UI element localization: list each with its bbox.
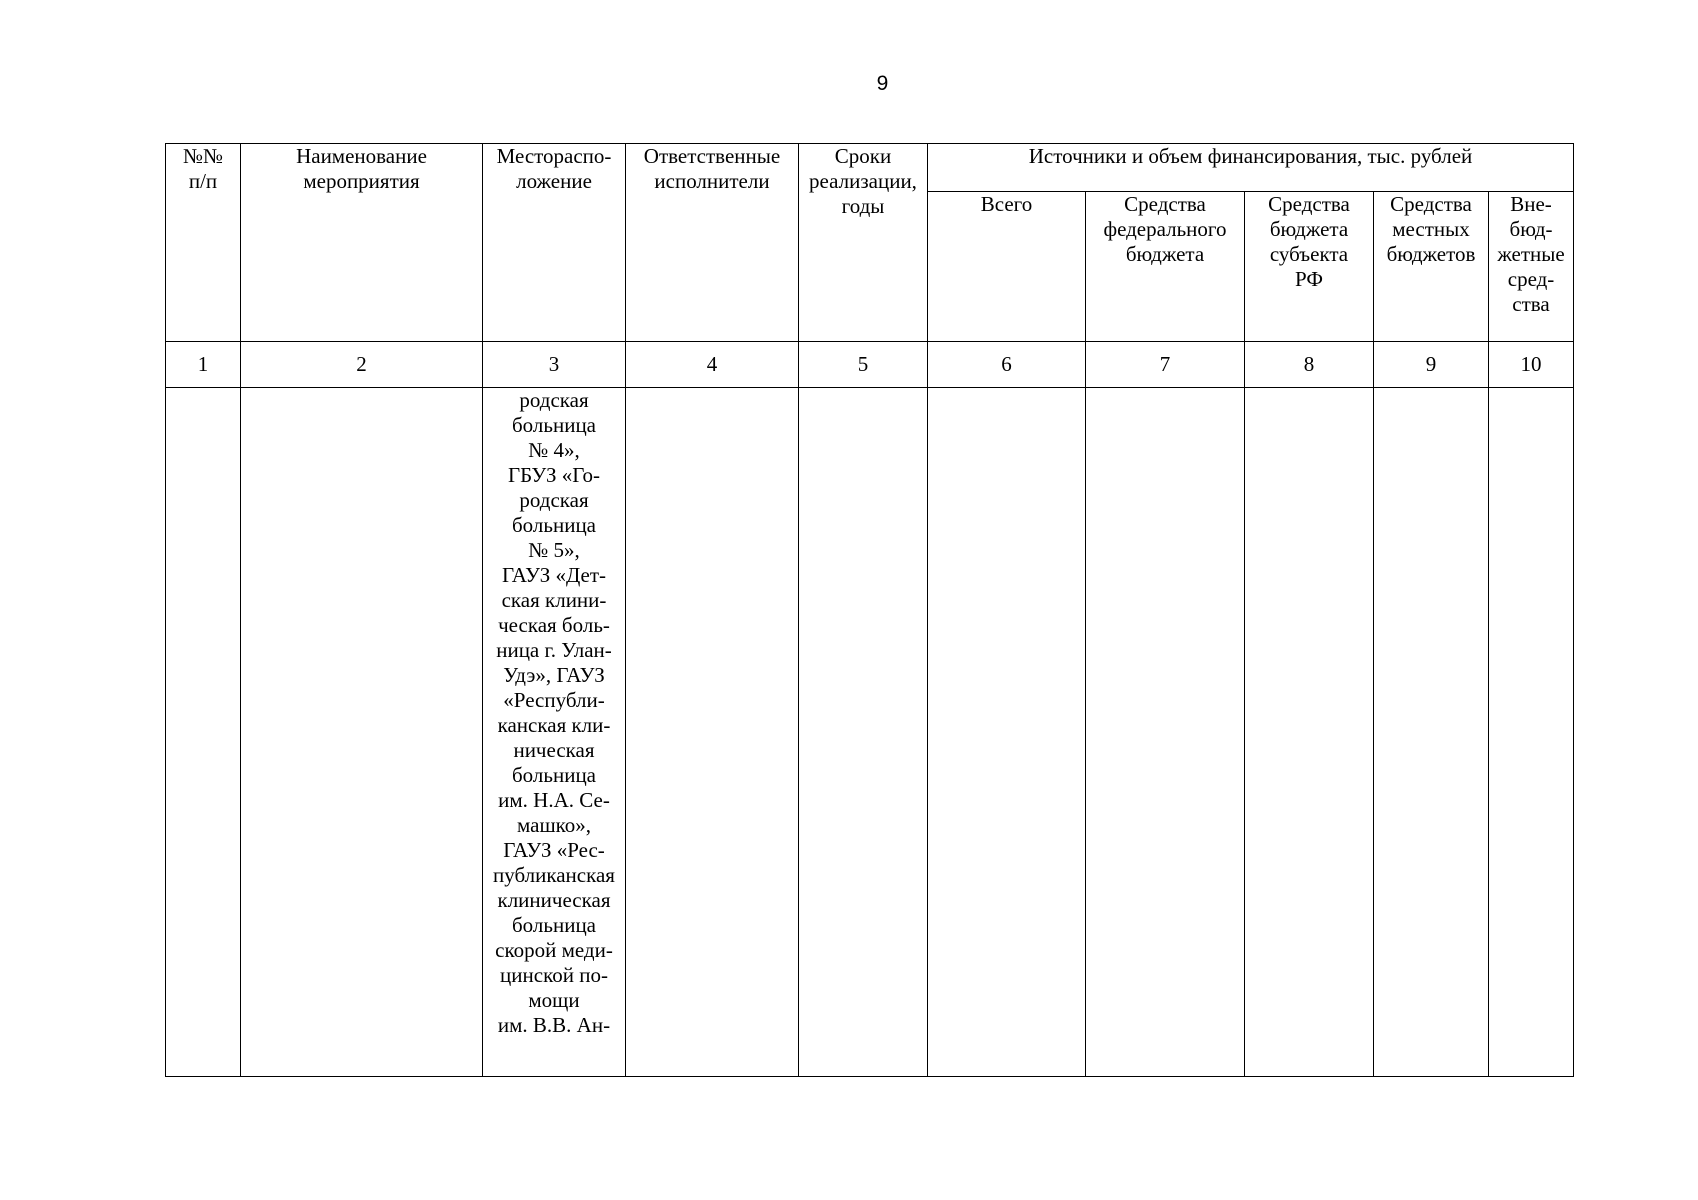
cell-event-name [241, 388, 483, 1077]
column-number: 2 [241, 342, 483, 388]
header-funding-group: Источники и объем финансирования, тыс. рублей [928, 144, 1574, 192]
cell-federal [1086, 388, 1245, 1077]
page-number: 9 [876, 72, 889, 95]
column-number: 3 [483, 342, 626, 388]
column-number: 1 [166, 342, 241, 388]
header-period: Сроки реализации, годы [799, 144, 928, 342]
cell-regional [1245, 388, 1374, 1077]
column-number: 10 [1489, 342, 1574, 388]
header-total: Всего [928, 192, 1086, 342]
column-number: 4 [626, 342, 799, 388]
column-number: 6 [928, 342, 1086, 388]
header-location: Месторaспо- ложение [483, 144, 626, 342]
column-number: 9 [1374, 342, 1489, 388]
cell-total [928, 388, 1086, 1077]
header-responsible: Ответственные исполнители [626, 144, 799, 342]
cell-extrabudget [1489, 388, 1574, 1077]
header-regional: Средства бюджета субъекта РФ [1245, 192, 1374, 342]
column-number: 7 [1086, 342, 1245, 388]
header-federal: Средства федерального бюджета [1086, 192, 1245, 342]
header-extrabudget: Вне- бюд- жетные сред- ства [1489, 192, 1574, 342]
cell-location: родская больница № 4», ГБУЗ «Го- родская больница № 5», ГАУЗ «Дет- ская клини- ческая боль- ница г. Улан- Удэ», ГАУЗ «Республи- канская кли- ническая больница им. Н.А. Се- машко», ГАУЗ «Рес- публиканская клиническая больница скорой меди- цинской по- мощи им. В.В. Ан- [483, 388, 626, 1077]
column-number: 8 [1245, 342, 1374, 388]
header-event-name: Наименование мероприятия [241, 144, 483, 342]
column-number: 5 [799, 342, 928, 388]
cell-number [166, 388, 241, 1077]
header-number: №№ п/п [166, 144, 241, 342]
cell-local [1374, 388, 1489, 1077]
header-local: Средства местных бюджетов [1374, 192, 1489, 342]
cell-period [799, 388, 928, 1077]
cell-responsible [626, 388, 799, 1077]
funding-table [165, 143, 1574, 1077]
table-row [166, 388, 1574, 1077]
